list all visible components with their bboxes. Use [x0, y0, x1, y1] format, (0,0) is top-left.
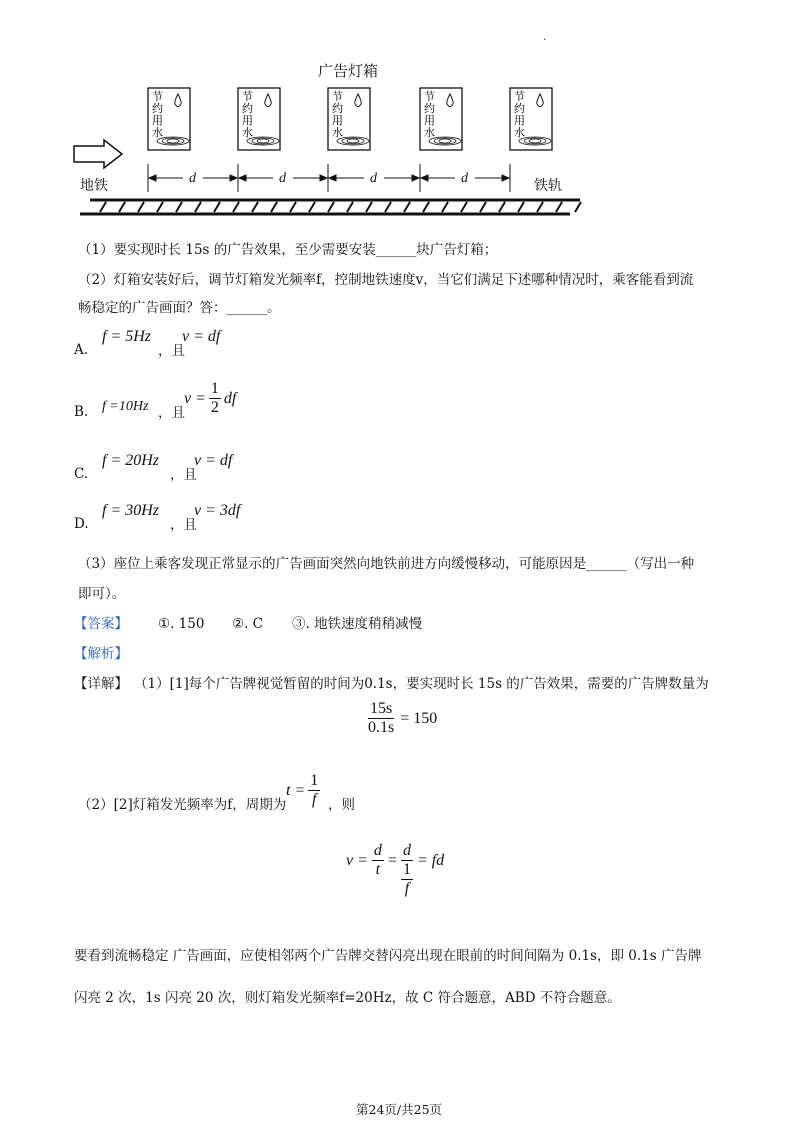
option-b-v-num: 1 [210, 380, 219, 397]
lightbox-1 [148, 88, 190, 150]
rail-tie [138, 202, 144, 212]
arrowhead [149, 175, 156, 181]
lightbox-char: 节 [424, 90, 435, 103]
analysis-tag: 【解析】 [74, 646, 128, 662]
eq2-den2-den: f [404, 880, 410, 897]
lightbox-char: 用 [332, 114, 343, 127]
option-a-v: v = df [182, 328, 221, 345]
lightbox-char: 约 [242, 102, 253, 115]
option-b-f: f =10Hz [102, 399, 149, 414]
rail-tie [480, 202, 486, 212]
eq2-eq: = [387, 852, 397, 869]
rail-tie [176, 202, 182, 212]
rail-tie [537, 202, 543, 212]
option-c-v: v = df [194, 452, 233, 469]
eq1-rhs: = 150 [400, 709, 438, 727]
option-b-and: ，且 [158, 405, 185, 421]
lightbox-char: 水 [242, 126, 253, 139]
arrowhead [502, 175, 509, 181]
detail-line2-post: ，则 [328, 797, 355, 813]
rail-tie [461, 202, 467, 212]
question-1: （1）要实现时长 15s 的广告效果，至少需要安装______块广告灯箱； [78, 242, 498, 258]
detail-line4: 闪亮 2 次，1s 闪亮 20 次，则灯箱发光频率f=20Hz，故 C 符合题意，ABD 不符合题意。 [74, 990, 621, 1006]
arrowhead [239, 175, 246, 181]
lightbox-char: 水 [332, 126, 343, 139]
lightbox-char: 用 [514, 114, 525, 127]
equation-1 [366, 700, 437, 737]
option-a-label: A. [74, 342, 89, 358]
lightbox-char: 节 [242, 90, 253, 103]
question-2-line2: 畅稳定的广告画面？答：______。 [78, 300, 281, 316]
arrowhead [320, 175, 327, 181]
option-b-v-pre: v = [184, 389, 206, 407]
equation-2 [346, 842, 444, 898]
option-d-v: v = 3df [194, 502, 241, 519]
answer-1: ①. 150 [158, 616, 205, 632]
lightbox-char: 约 [514, 102, 525, 115]
lightbox-char: 约 [332, 102, 343, 115]
option-b-v-post: df [223, 389, 237, 407]
spacing-label: d [279, 171, 286, 186]
eq1-num: 15s [370, 700, 393, 717]
eq2-v: v = [346, 852, 368, 869]
rail-tie [518, 202, 524, 212]
rail-tie [328, 202, 334, 212]
lightbox-char: 约 [424, 102, 435, 115]
rail-tie [195, 202, 201, 212]
rail-tie [366, 202, 372, 212]
option-c-label: C. [74, 466, 89, 482]
question-2-line1: （2）灯箱安装好后，调节灯箱发光频率f，控制地铁速度v，当它们满足下述哪种情况时，乘客能看到流 [78, 272, 694, 288]
lightbox-2 [238, 88, 280, 150]
lightbox-char: 用 [424, 114, 435, 127]
rail-tie [119, 202, 125, 212]
rail-tie [309, 202, 315, 212]
option-b-label: B. [74, 404, 89, 420]
rail-tie [499, 202, 505, 212]
lightbox-char: 水 [424, 126, 435, 139]
lightbox-char: 节 [332, 90, 343, 103]
period-t: t = [286, 781, 306, 799]
eq2-num2: d [402, 842, 411, 859]
rail-tie [271, 202, 277, 212]
corner-mark: . [543, 32, 547, 43]
answer-3: ③. 地铁速度稍稍减慢 [292, 616, 423, 632]
lightbox-char: 水 [152, 126, 163, 139]
option-d-f: f = 30Hz [102, 502, 160, 519]
rail-tie [252, 202, 258, 212]
rail-tie [423, 202, 429, 212]
rail-tie [100, 202, 106, 212]
period-den: f [312, 791, 317, 808]
detail-tag: 【详解】 [74, 676, 128, 692]
rail-label: 铁轨 [534, 178, 562, 194]
eq2-num1: d [373, 842, 382, 859]
arrowhead [230, 175, 237, 181]
lightbox-4 [420, 88, 462, 150]
eq1-den: 0.1s [368, 719, 395, 736]
rail-tie [556, 202, 562, 212]
arrowhead [329, 175, 336, 181]
question-3-line1: （3）座位上乘客发现正常显示的广告画面突然向地铁前进方向缓慢移动，可能原因是______（写出一种 [78, 556, 695, 572]
spacing-label: d [370, 171, 377, 186]
lightbox-char: 节 [152, 90, 163, 103]
rail-tie [157, 202, 163, 212]
period-formula [286, 772, 320, 809]
rail-tie [404, 202, 410, 212]
option-c-f: f = 20Hz [102, 452, 160, 469]
lightbox-char: 约 [152, 102, 163, 115]
spacing-label: d [461, 171, 468, 186]
option-b-v [184, 380, 236, 417]
rail-tie [233, 202, 239, 212]
lightbox-5 [510, 88, 552, 150]
detail-line3: 要看到流畅稳定 广告画面，应使相邻两个广告牌交替闪亮出现在眼前的时间间隔为 0.1s，即 0.1s 广告牌 [74, 948, 702, 964]
period-num: 1 [310, 772, 319, 789]
option-a-f: f = 5Hz [102, 328, 152, 345]
detail-line1: （1）[1]每个广告牌视觉暂留的时间为0.1s，要实现时长 15s 的广告效果，需要的广告牌数量为 [134, 676, 709, 692]
train-direction-arrow [74, 140, 122, 168]
page-footer: 第24页/共25页 [356, 1102, 443, 1117]
lightbox-3 [328, 88, 370, 150]
option-b-v-den: 2 [210, 399, 219, 416]
subway-label: 地铁 [80, 178, 108, 194]
option-d-label: D. [74, 516, 89, 532]
rail-tie [575, 202, 581, 212]
eq2-den1: t [375, 861, 381, 878]
rail-tie [214, 202, 220, 212]
answer-2: ②. C [232, 616, 264, 632]
rail-tie [347, 202, 353, 212]
rail-tie [290, 202, 296, 212]
lightbox-figure [60, 80, 600, 225]
question-3-line2: 即可）。 [78, 586, 126, 602]
rail-tie [385, 202, 391, 212]
option-c-and: ，且 [170, 467, 197, 483]
lightbox-char: 节 [514, 90, 525, 103]
answer-tag: 【答案】 [74, 616, 128, 632]
lightbox-char: 用 [242, 114, 253, 127]
eq2-den2-num: 1 [402, 861, 411, 878]
arrowhead [412, 175, 419, 181]
spacing-label: d [189, 171, 196, 186]
detail-line2-pre: （2）[2]灯箱发光频率为f，周期为 [78, 797, 287, 813]
lightbox-char: 用 [152, 114, 163, 127]
arrowhead [421, 175, 428, 181]
figure-title: 广告灯箱 [318, 62, 379, 80]
eq2-rhs: = fd [416, 852, 445, 869]
option-a-and: ，且 [158, 343, 185, 359]
lightbox-char: 水 [514, 126, 525, 139]
option-d-and: ，且 [170, 517, 197, 533]
rail-tie [442, 202, 448, 212]
